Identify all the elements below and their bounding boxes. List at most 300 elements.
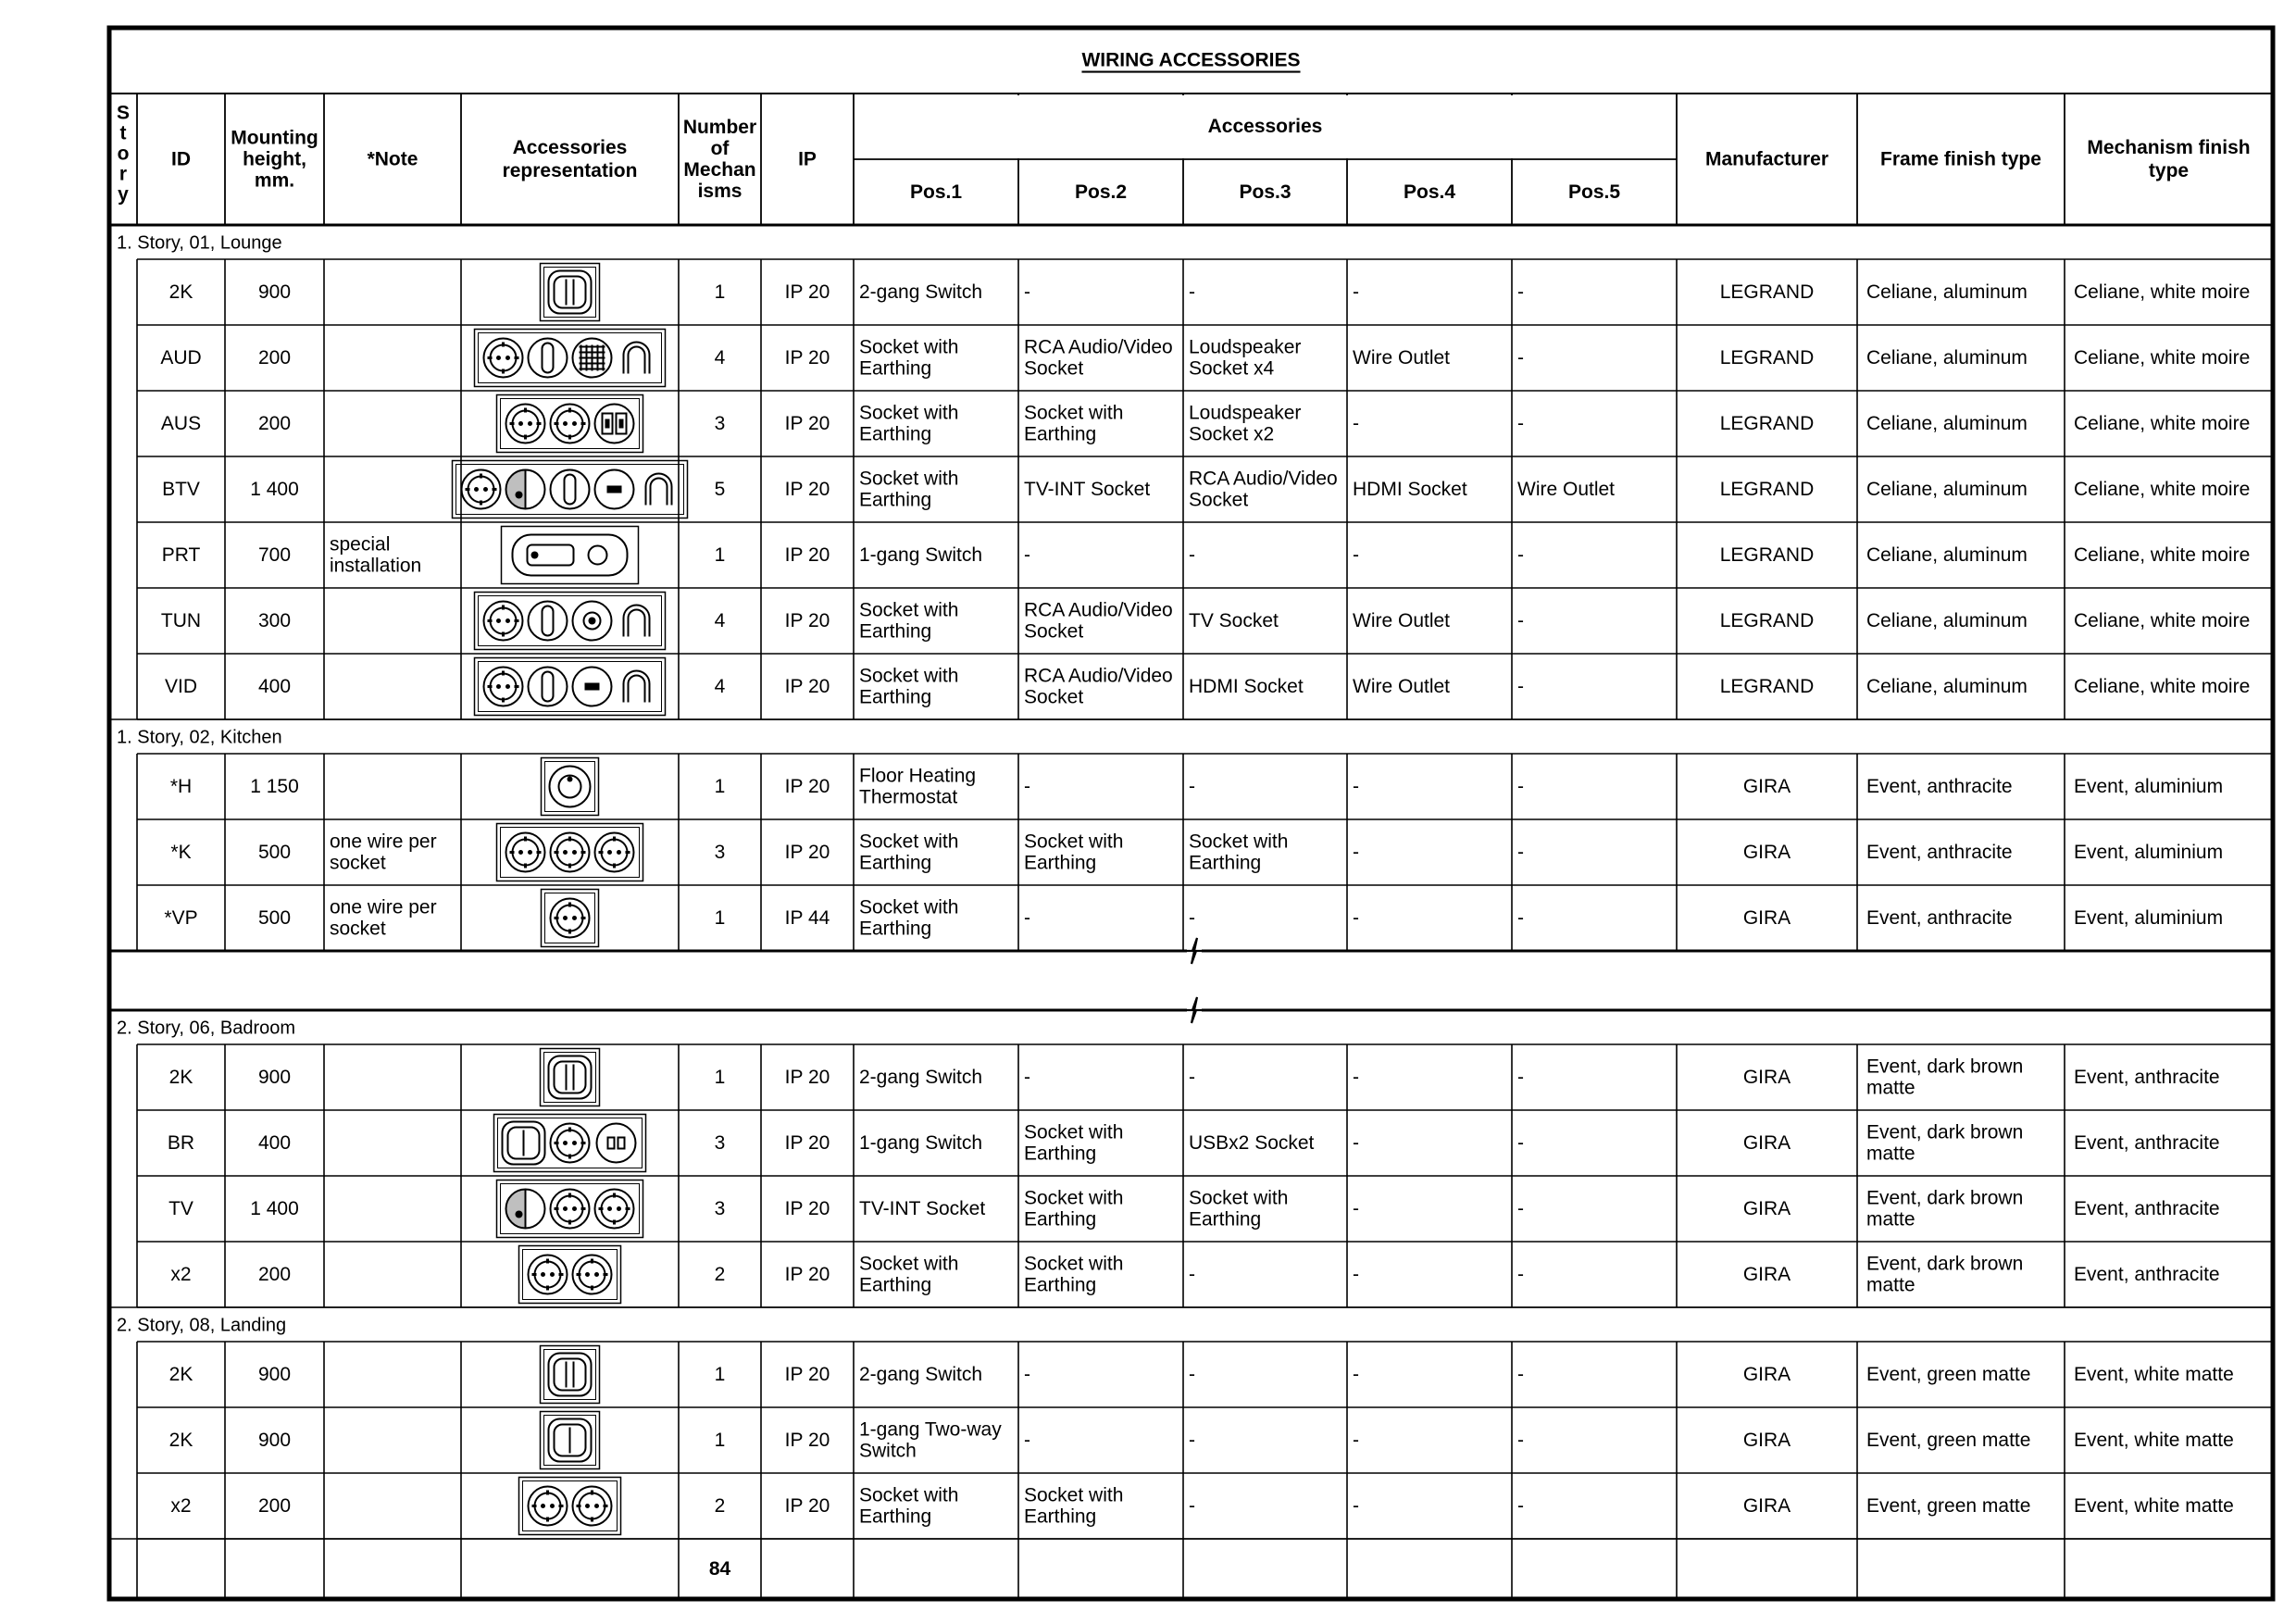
cell-mechanism-finish: Event, white matte <box>2074 1430 2234 1451</box>
cell-ip: IP 20 <box>784 1364 830 1385</box>
cell-mechanism-finish: Event, white matte <box>2074 1495 2234 1517</box>
cell-frame-finish: Event, green matte <box>1866 1364 2031 1385</box>
cell-pos-5: - <box>1517 776 1524 797</box>
socket-symbol-icon <box>506 405 545 443</box>
cell-pos-2: - <box>1024 544 1030 566</box>
cell-ip: IP 20 <box>784 479 830 500</box>
cell-note: socket <box>330 918 386 940</box>
cell-pos-3: Socket with <box>1189 831 1289 853</box>
cell-height: 200 <box>257 1264 292 1285</box>
cell-pos-1: TV-INT Socket <box>859 1198 986 1219</box>
header-height: Mounting <box>231 127 318 149</box>
cell-pos-5: - <box>1517 610 1524 631</box>
cell-frame-finish: Celiane, aluminum <box>1866 281 2028 303</box>
cell-pos-1: Switch <box>859 1440 917 1462</box>
cell-ip: IP 20 <box>784 1264 830 1285</box>
cell-pos-1: Socket with <box>859 831 959 853</box>
cell-pos-3: Socket <box>1189 489 1249 511</box>
cell-pos-2: Earthing <box>1024 852 1097 874</box>
cell-frame-finish: Celiane, aluminum <box>1866 479 2028 500</box>
header-story: r <box>119 163 128 185</box>
socket-symbol-icon <box>506 833 545 872</box>
cell-pos-5: - <box>1517 413 1524 434</box>
icon-frame-inner <box>498 1118 643 1168</box>
tvint-symbol-icon <box>506 470 545 509</box>
socket-symbol-icon <box>573 1487 612 1526</box>
cell-manufacturer: GIRA <box>1742 842 1791 863</box>
cell-pos-1: Earthing <box>859 918 932 940</box>
cell-frame-finish: Event, anthracite <box>1866 776 2013 797</box>
icon-frame-inner <box>523 1250 618 1300</box>
cell-frame-finish: Event, anthracite <box>1866 842 2013 863</box>
wire-symbol-icon <box>624 671 650 703</box>
cell-pos-2: Earthing <box>1024 1208 1097 1230</box>
cell-mechanism-finish: Event, anthracite <box>2074 1264 2220 1285</box>
cell-pos-1: 1-gang Switch <box>859 544 983 566</box>
cell-pos-4: - <box>1353 1198 1359 1219</box>
cell-pos-3: - <box>1189 1067 1195 1088</box>
cell-height: 400 <box>257 676 292 697</box>
cell-mechanisms: 2 <box>714 1495 726 1517</box>
cell-ip: IP 20 <box>784 610 830 631</box>
special-symbol-icon <box>513 535 628 576</box>
cell-id: 2K <box>168 1430 193 1451</box>
cell-pos-2: Earthing <box>1024 423 1097 445</box>
cell-height: 200 <box>257 347 292 369</box>
cell-pos-3: - <box>1189 776 1195 797</box>
cell-pos-4: Wire Outlet <box>1353 676 1451 697</box>
cell-height: 1 150 <box>250 776 299 797</box>
cell-frame-finish: Celiane, aluminum <box>1866 676 2028 697</box>
cell-manufacturer: GIRA <box>1742 1067 1791 1088</box>
tvint-symbol-icon <box>506 1190 545 1229</box>
cell-id: x2 <box>170 1264 192 1285</box>
cell-pos-4: - <box>1353 413 1359 434</box>
cell-pos-2: - <box>1024 1430 1030 1451</box>
section-label: 2. Story, 08, Landing <box>117 1315 287 1336</box>
cell-pos-2: Socket with <box>1024 1187 1124 1209</box>
cell-pos-1: Socket with <box>859 665 959 687</box>
cell-id: VID <box>164 676 198 697</box>
cell-pos-2: Socket <box>1024 686 1084 708</box>
cell-pos-4: - <box>1353 1364 1359 1385</box>
cell-pos-2: RCA Audio/Video <box>1024 599 1173 621</box>
cell-height: 900 <box>257 1067 292 1088</box>
switch2-symbol-icon <box>549 1354 592 1396</box>
cell-height: 700 <box>257 544 292 566</box>
header-manufacturer: Manufacturer <box>1704 148 1829 170</box>
header-note: *Note <box>367 148 418 170</box>
rca-symbol-icon <box>529 339 568 378</box>
cell-pos-5: - <box>1517 907 1524 929</box>
cell-pos-4: - <box>1353 1430 1359 1451</box>
cell-pos-2: - <box>1024 1364 1030 1385</box>
cell-id: *K <box>170 842 192 863</box>
cell-mechanisms: 4 <box>714 347 726 369</box>
header-story: y <box>118 183 129 206</box>
cell-height: 500 <box>257 907 292 929</box>
cell-pos-2: Socket with <box>1024 831 1124 853</box>
total-mechanisms: 84 <box>708 1558 731 1580</box>
header-mechanisms: Mechan <box>683 159 756 181</box>
socket-symbol-icon <box>595 833 634 872</box>
cell-pos-1: Socket with <box>859 336 959 358</box>
cell-manufacturer: LEGRAND <box>1719 347 1815 369</box>
cell-pos-2: - <box>1024 907 1030 929</box>
cell-manufacturer: GIRA <box>1742 1132 1791 1154</box>
cell-manufacturer: LEGRAND <box>1719 479 1815 500</box>
cell-pos-1: 1-gang Switch <box>859 1132 983 1154</box>
cell-pos-5: - <box>1517 1132 1524 1154</box>
cell-frame-finish: Event, dark brown <box>1866 1187 2024 1209</box>
header-frame-finish: Frame finish type <box>1880 148 2041 170</box>
icon-frame-inner <box>545 762 595 812</box>
cell-height: 200 <box>257 1495 292 1517</box>
cell-id: PRT <box>161 544 201 566</box>
cell-height: 900 <box>257 281 292 303</box>
cell-pos-2: RCA Audio/Video <box>1024 336 1173 358</box>
cell-pos-3: TV Socket <box>1189 610 1279 631</box>
cell-manufacturer: GIRA <box>1742 907 1791 929</box>
cell-pos-4: HDMI Socket <box>1353 479 1467 500</box>
cell-pos-2: - <box>1024 776 1030 797</box>
cell-pos-5: - <box>1517 1067 1524 1088</box>
cell-pos-3: RCA Audio/Video <box>1189 468 1338 490</box>
icon-frame-inner <box>545 893 595 943</box>
cell-mechanism-finish: Celiane, white moire <box>2074 413 2251 434</box>
socket-symbol-icon <box>462 470 501 509</box>
cell-mechanism-finish: Event, aluminium <box>2074 907 2224 929</box>
cell-frame-finish: matte <box>1866 1274 1915 1296</box>
cell-mechanisms: 2 <box>714 1264 726 1285</box>
cell-pos-1: Socket with <box>859 1484 959 1506</box>
cell-pos-4: Wire Outlet <box>1353 610 1451 631</box>
cell-mechanisms: 1 <box>714 1364 726 1385</box>
cell-pos-4: - <box>1353 281 1359 303</box>
cell-pos-1: Earthing <box>859 686 932 708</box>
cell-pos-1: 2-gang Switch <box>859 1364 983 1385</box>
break-mark <box>1187 997 1202 1023</box>
socket-symbol-icon <box>551 833 590 872</box>
cell-note: special <box>330 533 391 556</box>
cell-pos-1: 2-gang Switch <box>859 1067 983 1088</box>
cell-frame-finish: Celiane, aluminum <box>1866 610 2028 631</box>
speaker-symbol-icon <box>573 339 612 378</box>
cell-pos-4: - <box>1353 776 1359 797</box>
cell-pos-3: - <box>1189 1264 1195 1285</box>
cell-id: AUD <box>160 347 202 369</box>
wire-symbol-icon <box>646 474 672 506</box>
cell-id: *VP <box>164 907 198 929</box>
cell-pos-3: Earthing <box>1189 852 1262 874</box>
cell-ip: IP 20 <box>784 413 830 434</box>
cell-height: 500 <box>257 842 292 863</box>
cell-pos-5: - <box>1517 347 1524 369</box>
cell-pos-5: - <box>1517 676 1524 697</box>
header-mechanisms: of <box>710 138 730 159</box>
cell-manufacturer: LEGRAND <box>1719 610 1815 631</box>
socket-symbol-icon <box>551 1124 590 1163</box>
cell-ip: IP 20 <box>784 281 830 303</box>
wire-symbol-icon <box>624 343 650 374</box>
cell-pos-3: - <box>1189 281 1195 303</box>
cell-ip: IP 20 <box>784 1198 830 1219</box>
cell-id: BTV <box>162 479 200 500</box>
cell-ip: IP 20 <box>784 842 830 863</box>
cell-mechanisms: 1 <box>714 907 726 929</box>
cell-manufacturer: LEGRAND <box>1719 281 1815 303</box>
socket-symbol-icon <box>484 668 523 706</box>
cell-frame-finish: matte <box>1866 1077 1915 1099</box>
header-ip: IP <box>798 148 817 170</box>
cell-id: 2K <box>168 281 193 303</box>
thermo-symbol-icon <box>550 767 591 807</box>
cell-frame-finish: Celiane, aluminum <box>1866 347 2028 369</box>
cell-ip: IP 44 <box>784 907 830 929</box>
usb-symbol-icon <box>597 1124 636 1163</box>
header-representation: Accessories <box>512 137 628 158</box>
socket-symbol-icon <box>551 1190 590 1229</box>
cell-mechanisms: 1 <box>714 1430 726 1451</box>
sheet-title: WIRING ACCESSORIES <box>1081 49 1301 71</box>
cell-frame-finish: matte <box>1866 1143 1915 1165</box>
cell-pos-3: Socket x2 <box>1189 423 1275 445</box>
cell-mechanisms: 1 <box>714 1067 726 1088</box>
cell-pos-1: Earthing <box>859 1274 932 1296</box>
cell-frame-finish: Event, green matte <box>1866 1430 2031 1451</box>
header-accessories: Accessories <box>1207 116 1323 137</box>
cell-ip: IP 20 <box>784 1132 830 1154</box>
speaker2-symbol-icon <box>595 405 634 443</box>
switch2-symbol-icon <box>549 271 592 314</box>
cell-ip: IP 20 <box>784 347 830 369</box>
cell-pos-4: - <box>1353 1264 1359 1285</box>
cell-pos-2: Socket with <box>1024 1253 1124 1275</box>
cell-pos-2: Earthing <box>1024 1143 1097 1165</box>
section-label: 1. Story, 02, Kitchen <box>117 727 282 748</box>
cell-mechanisms: 5 <box>714 479 726 500</box>
cell-manufacturer: GIRA <box>1742 776 1791 797</box>
cell-pos-5: - <box>1517 1198 1524 1219</box>
cell-mechanism-finish: Celiane, white moire <box>2074 610 2251 631</box>
cell-pos-1: Thermostat <box>859 786 958 808</box>
cell-manufacturer: GIRA <box>1742 1495 1791 1517</box>
cell-pos-2: Socket <box>1024 357 1084 380</box>
cell-id: TV <box>168 1198 193 1219</box>
cell-height: 400 <box>257 1132 292 1154</box>
cell-mechanism-finish: Event, white matte <box>2074 1364 2234 1385</box>
socket-symbol-icon <box>529 1487 568 1526</box>
cell-pos-4: Wire Outlet <box>1353 347 1451 369</box>
hdmi-symbol-icon <box>573 668 612 706</box>
socket-symbol-icon <box>551 405 590 443</box>
cell-pos-3: Socket with <box>1189 1187 1289 1209</box>
cell-pos-5: - <box>1517 842 1524 863</box>
cell-height: 1 400 <box>250 479 299 500</box>
cell-height: 1 400 <box>250 1198 299 1219</box>
cell-ip: IP 20 <box>784 1430 830 1451</box>
header-pos-3: Pos.3 <box>1239 181 1292 203</box>
cell-height: 200 <box>257 413 292 434</box>
cell-pos-1: 2-gang Switch <box>859 281 983 303</box>
cell-pos-1: Earthing <box>859 489 932 511</box>
rca-symbol-icon <box>551 470 590 509</box>
wire-symbol-icon <box>624 606 650 637</box>
cell-pos-3: Socket x4 <box>1189 357 1275 380</box>
header-mechanism-finish: type <box>2148 160 2190 181</box>
cell-mechanisms: 4 <box>714 610 726 631</box>
cell-manufacturer: LEGRAND <box>1719 413 1815 434</box>
cell-pos-4: - <box>1353 842 1359 863</box>
cell-mechanism-finish: Event, anthracite <box>2074 1067 2220 1088</box>
cell-mechanism-finish: Celiane, white moire <box>2074 676 2251 697</box>
header-story: o <box>117 143 130 165</box>
cell-frame-finish: Event, dark brown <box>1866 1121 2024 1143</box>
cell-id: 2K <box>168 1067 193 1088</box>
cell-pos-2: Earthing <box>1024 1274 1097 1296</box>
cell-pos-2: TV-INT Socket <box>1024 479 1151 500</box>
hdmi-symbol-icon <box>595 470 634 509</box>
cell-pos-3: USBx2 Socket <box>1189 1132 1315 1154</box>
cell-manufacturer: LEGRAND <box>1719 676 1815 697</box>
switch2-symbol-icon <box>549 1056 592 1099</box>
header-pos-4: Pos.4 <box>1403 181 1456 203</box>
socket-symbol-icon <box>484 339 523 378</box>
cell-mechanisms: 1 <box>714 544 726 566</box>
header-representation: representation <box>502 160 638 181</box>
socket-symbol-icon <box>529 1255 568 1294</box>
cell-height: 300 <box>257 610 292 631</box>
socket-symbol-icon <box>484 602 523 641</box>
cell-pos-4: - <box>1353 544 1359 566</box>
cell-mechanism-finish: Celiane, white moire <box>2074 544 2251 566</box>
cell-mechanism-finish: Event, anthracite <box>2074 1198 2220 1219</box>
cell-pos-3: Earthing <box>1189 1208 1262 1230</box>
header-mechanisms: isms <box>697 181 742 202</box>
cell-pos-2: - <box>1024 1067 1030 1088</box>
rca-symbol-icon <box>529 668 568 706</box>
header-height: height, <box>243 148 306 170</box>
cell-pos-3: - <box>1189 544 1195 566</box>
socket-symbol-icon <box>573 1255 612 1294</box>
cell-pos-2: Socket with <box>1024 402 1124 424</box>
cell-note: installation <box>330 555 422 577</box>
cell-pos-2: RCA Audio/Video <box>1024 665 1173 687</box>
cell-mechanism-finish: Celiane, white moire <box>2074 281 2251 303</box>
cell-pos-3: Loudspeaker <box>1189 402 1302 424</box>
cell-mechanisms: 3 <box>714 1198 726 1219</box>
cell-pos-1: Floor Heating <box>859 765 977 787</box>
cell-mechanism-finish: Celiane, white moire <box>2074 347 2251 369</box>
cell-pos-5: - <box>1517 1430 1524 1451</box>
cell-manufacturer: GIRA <box>1742 1198 1791 1219</box>
cell-mechanism-finish: Celiane, white moire <box>2074 479 2251 500</box>
cell-mechanism-finish: Event, aluminium <box>2074 842 2224 863</box>
cell-pos-5: - <box>1517 544 1524 566</box>
accessory-icons <box>453 264 688 1535</box>
cell-pos-5: Wire Outlet <box>1517 479 1616 500</box>
cell-note: one wire per <box>330 896 437 918</box>
section-label: 2. Story, 06, Badroom <box>117 1018 296 1039</box>
cell-pos-3: - <box>1189 1364 1195 1385</box>
cell-pos-4: - <box>1353 1067 1359 1088</box>
cell-pos-1: 1-gang Two-way <box>859 1418 1002 1441</box>
cell-pos-4: - <box>1353 1495 1359 1517</box>
cell-height: 900 <box>257 1364 292 1385</box>
tv-symbol-icon <box>573 602 612 641</box>
cell-mechanisms: 3 <box>714 1132 726 1154</box>
cell-id: 2K <box>168 1364 193 1385</box>
cell-pos-3: - <box>1189 907 1195 929</box>
cell-frame-finish: Event, anthracite <box>1866 907 2013 929</box>
cell-pos-3: - <box>1189 1495 1195 1517</box>
cell-manufacturer: GIRA <box>1742 1430 1791 1451</box>
cell-mechanisms: 1 <box>714 281 726 303</box>
cell-note: socket <box>330 852 386 874</box>
cell-ip: IP 20 <box>784 1067 830 1088</box>
header-pos-5: Pos.5 <box>1567 181 1621 203</box>
header-story: S <box>116 102 131 124</box>
cell-pos-4: - <box>1353 1132 1359 1154</box>
cell-pos-4: - <box>1353 907 1359 929</box>
header-mechanism-finish: Mechanism finish <box>2087 137 2251 158</box>
header-pos-2: Pos.2 <box>1074 181 1128 203</box>
cell-frame-finish: matte <box>1866 1208 1915 1230</box>
cell-mechanisms: 4 <box>714 676 726 697</box>
cell-ip: IP 20 <box>784 544 830 566</box>
cell-mechanisms: 3 <box>714 842 726 863</box>
cell-pos-5: - <box>1517 1495 1524 1517</box>
cell-id: TUN <box>160 610 202 631</box>
socket-symbol-icon <box>551 899 590 938</box>
break-mark <box>1187 938 1202 964</box>
cell-manufacturer: LEGRAND <box>1719 544 1815 566</box>
cell-mechanism-finish: Event, aluminium <box>2074 776 2224 797</box>
cell-mechanisms: 3 <box>714 413 726 434</box>
cell-pos-1: Earthing <box>859 852 932 874</box>
cell-frame-finish: Celiane, aluminum <box>1866 544 2028 566</box>
cell-pos-1: Earthing <box>859 620 932 643</box>
cell-ip: IP 20 <box>784 776 830 797</box>
cell-pos-1: Earthing <box>859 1505 932 1528</box>
cell-pos-2: - <box>1024 281 1030 303</box>
cell-ip: IP 20 <box>784 676 830 697</box>
cell-pos-3: Loudspeaker <box>1189 336 1302 358</box>
cell-id: AUS <box>160 413 202 434</box>
cell-pos-1: Earthing <box>859 423 932 445</box>
header-height: mm. <box>254 169 295 192</box>
cell-manufacturer: GIRA <box>1742 1264 1791 1285</box>
cell-pos-1: Socket with <box>859 468 959 490</box>
cell-note: one wire per <box>330 831 437 853</box>
cell-ip: IP 20 <box>784 1495 830 1517</box>
cell-mechanism-finish: Event, anthracite <box>2074 1132 2220 1154</box>
rca-symbol-icon <box>529 602 568 641</box>
switch1-symbol-icon <box>549 1419 592 1462</box>
cell-manufacturer: GIRA <box>1742 1364 1791 1385</box>
cell-pos-3: HDMI Socket <box>1189 676 1304 697</box>
switch1-symbol-icon <box>503 1122 545 1165</box>
cell-mechanisms: 1 <box>714 776 726 797</box>
header-pos-1: Pos.1 <box>909 181 963 203</box>
cell-pos-5: - <box>1517 281 1524 303</box>
cell-height: 900 <box>257 1430 292 1451</box>
cell-frame-finish: Event, dark brown <box>1866 1056 2024 1078</box>
cell-frame-finish: Event, dark brown <box>1866 1253 2024 1275</box>
cell-pos-1: Earthing <box>859 357 932 380</box>
section-label: 1. Story, 01, Lounge <box>117 232 282 254</box>
icon-frame-inner <box>523 1481 618 1531</box>
